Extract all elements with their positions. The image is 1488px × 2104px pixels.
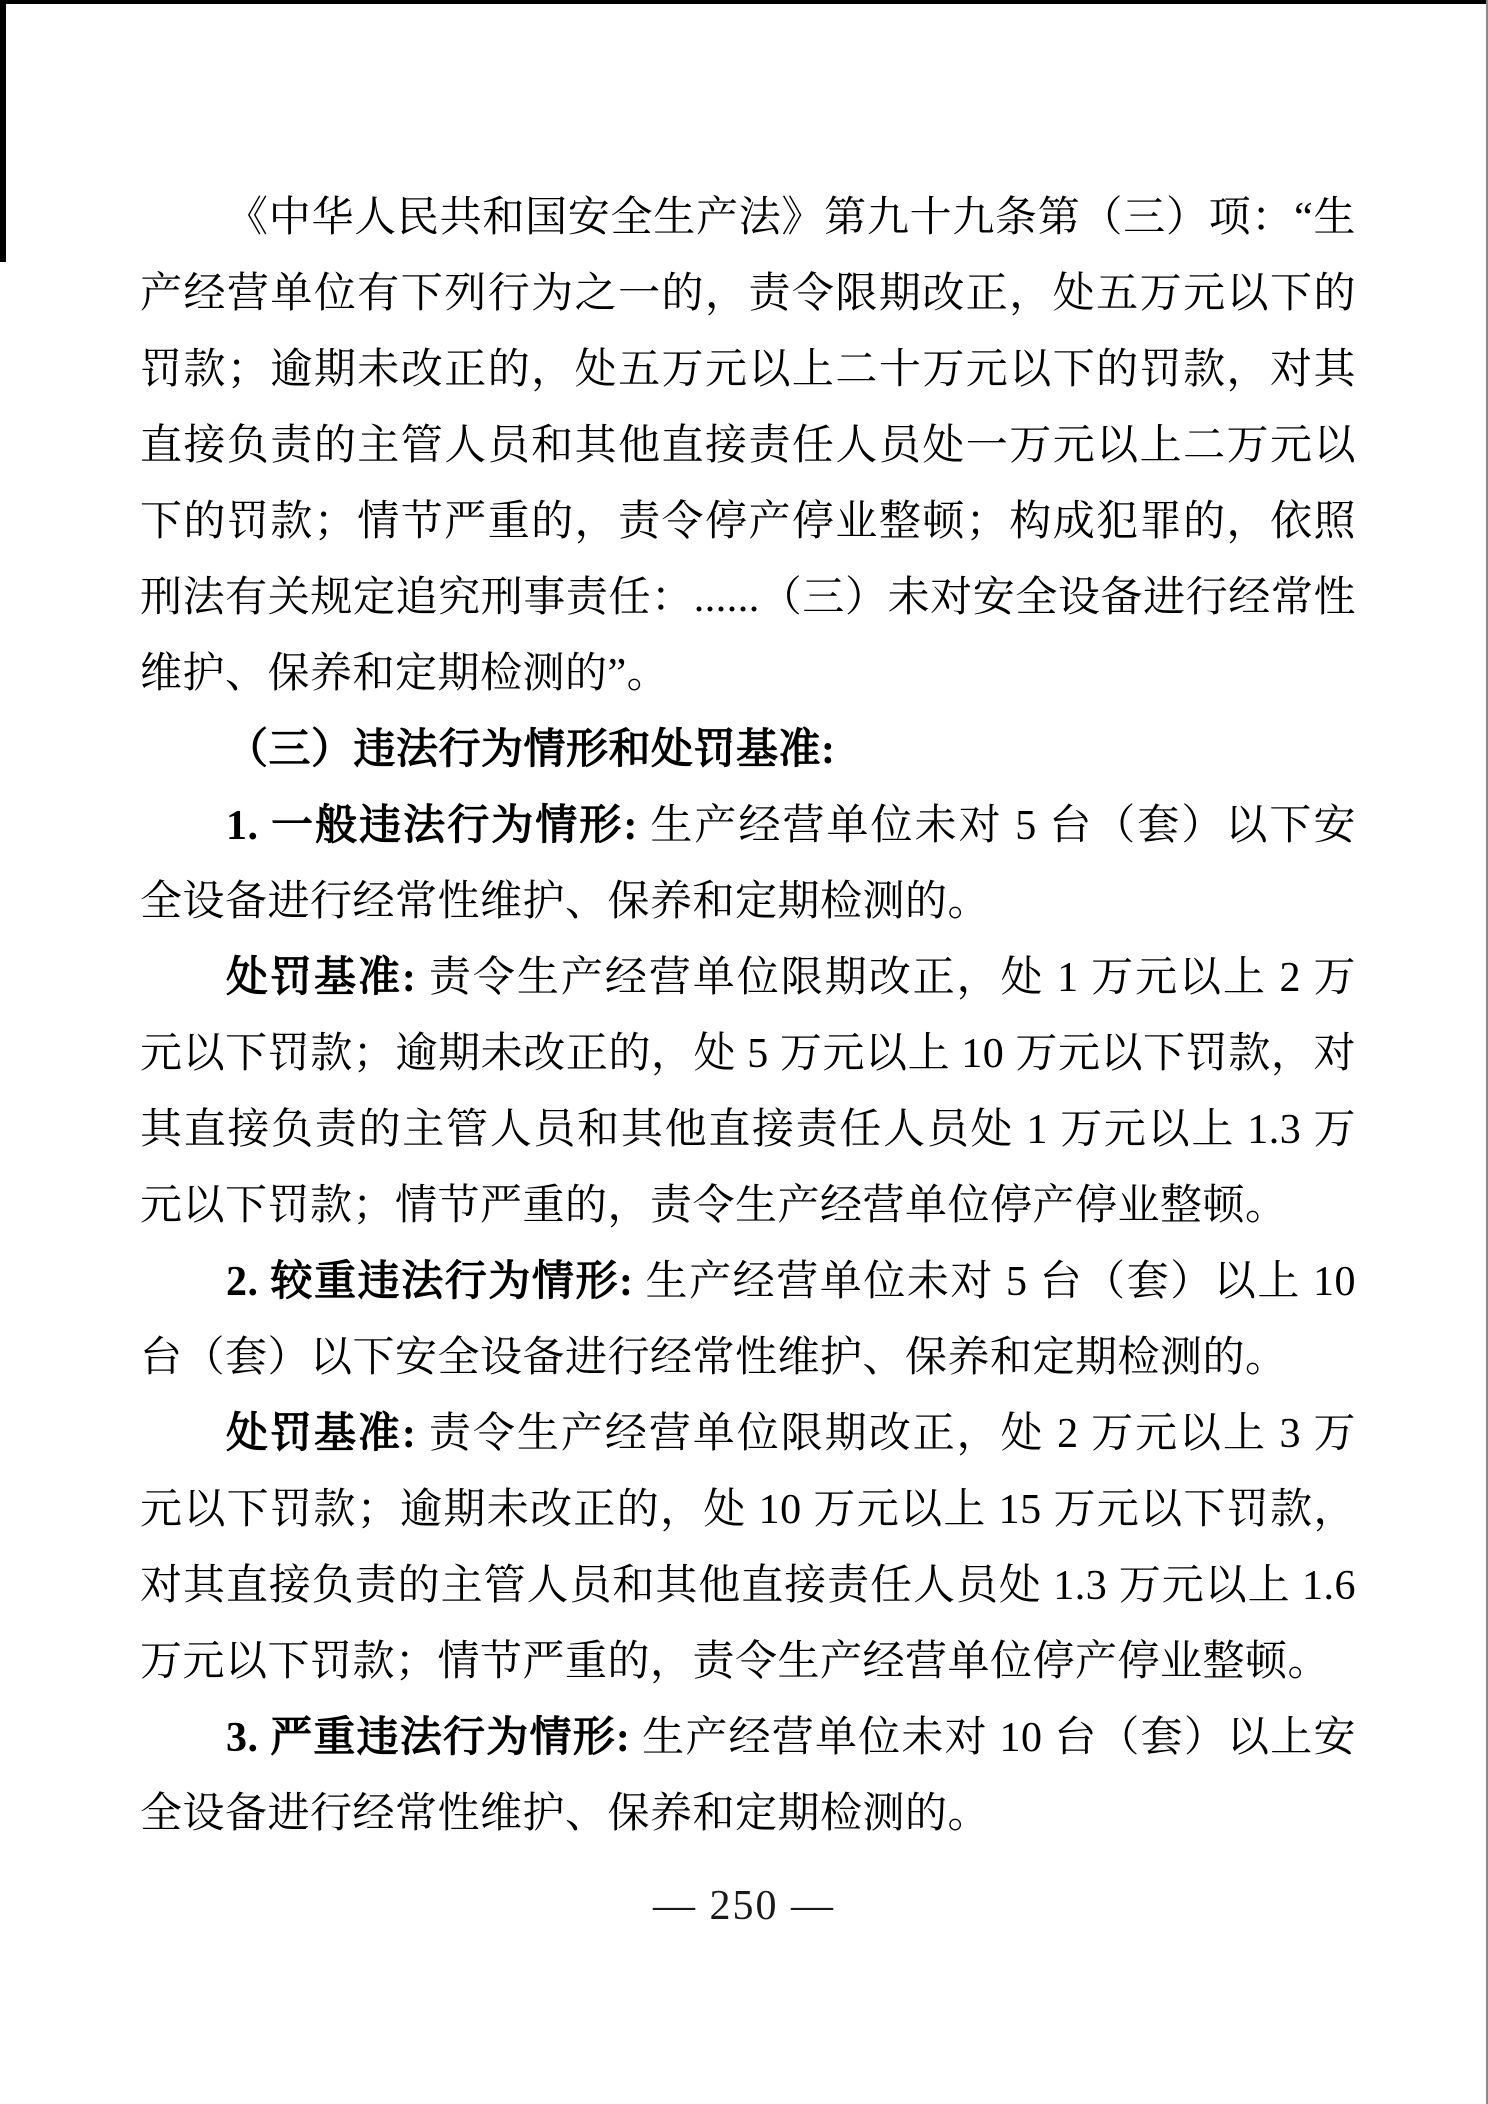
document-body <box>140 180 1356 1852</box>
general-penalty-label: 处罚基准: <box>226 955 417 1001</box>
general-penalty-text: 责令生产经营单位限期改正，处 1 万元以上 2 万元以下罚款；逾期未改正的，处 5 万元以上 10 万元以下罚款，对其直接负责的主管人员和其他直接责任人员处 1 万元以上 1.3 万元以下罚款；情节严重的，责令生产经营单位停产停业整顿。 <box>140 955 1356 1229</box>
moderate-violation-text: 生产经营单位未对 5 台（套）以上 10 台（套）以下安全设备进行经常性维护、保养和定期检测的。 <box>140 1259 1356 1381</box>
page-number: — 250 — <box>653 1883 835 1929</box>
paragraph-severe-violation <box>140 1700 1356 1852</box>
severe-violation-text: 生产经营单位未对 10 台（套）以上安全设备进行经常性维护、保养和定期检测的。 <box>140 1715 1356 1837</box>
general-violation-label: 1. 一般违法行为情形: <box>226 803 638 849</box>
paragraph-law-quote <box>140 180 1356 712</box>
moderate-violation-label: 2. 较重违法行为情形: <box>226 1259 634 1305</box>
moderate-penalty-label: 处罚基准: <box>226 1411 417 1457</box>
general-violation-text: 生产经营单位未对 5 台（套）以下安全设备进行经常性维护、保养和定期检测的。 <box>140 803 1356 925</box>
page-left-edge-line <box>0 0 6 262</box>
severe-violation-label: 3. 严重违法行为情形: <box>226 1715 631 1761</box>
heading-violation-and-penalty-basis <box>140 712 1356 788</box>
section-heading-text: （三）违法行为情形和处罚基准: <box>226 727 836 773</box>
moderate-penalty-text: 责令生产经营单位限期改正，处 2 万元以上 3 万元以下罚款；逾期未改正的，处 10 万元以上 15 万元以下罚款，对其直接负责的主管人员和其他直接责任人员处 1.3 万元以上 1.6 万元以下罚款；情节严重的，责令生产经营单位停产停业整顿。 <box>140 1411 1356 1685</box>
paragraph-general-violation <box>140 788 1356 940</box>
paragraph-moderate-violation <box>140 1244 1356 1396</box>
law-quote-text: 《中华人民共和国安全生产法》第九十九条第（三）项：“生产经营单位有下列行为之一的，责令限期改正，处五万元以下的罚款；逾期未改正的，处五万元以上二十万元以下的罚款，对其直接负责的主管人员和其他直接责任人员处一万元以上二万元以下的罚款；情节严重的，责令停产停业整顿；构成犯罪的，依照刑法有关规定追究刑事责任：......（三）未对安全设备进行经常性维护、保养和定期检测的”。 <box>140 195 1356 697</box>
page-top-edge-line <box>0 0 1488 4</box>
paragraph-moderate-penalty <box>140 1396 1356 1700</box>
paragraph-general-penalty <box>140 940 1356 1244</box>
